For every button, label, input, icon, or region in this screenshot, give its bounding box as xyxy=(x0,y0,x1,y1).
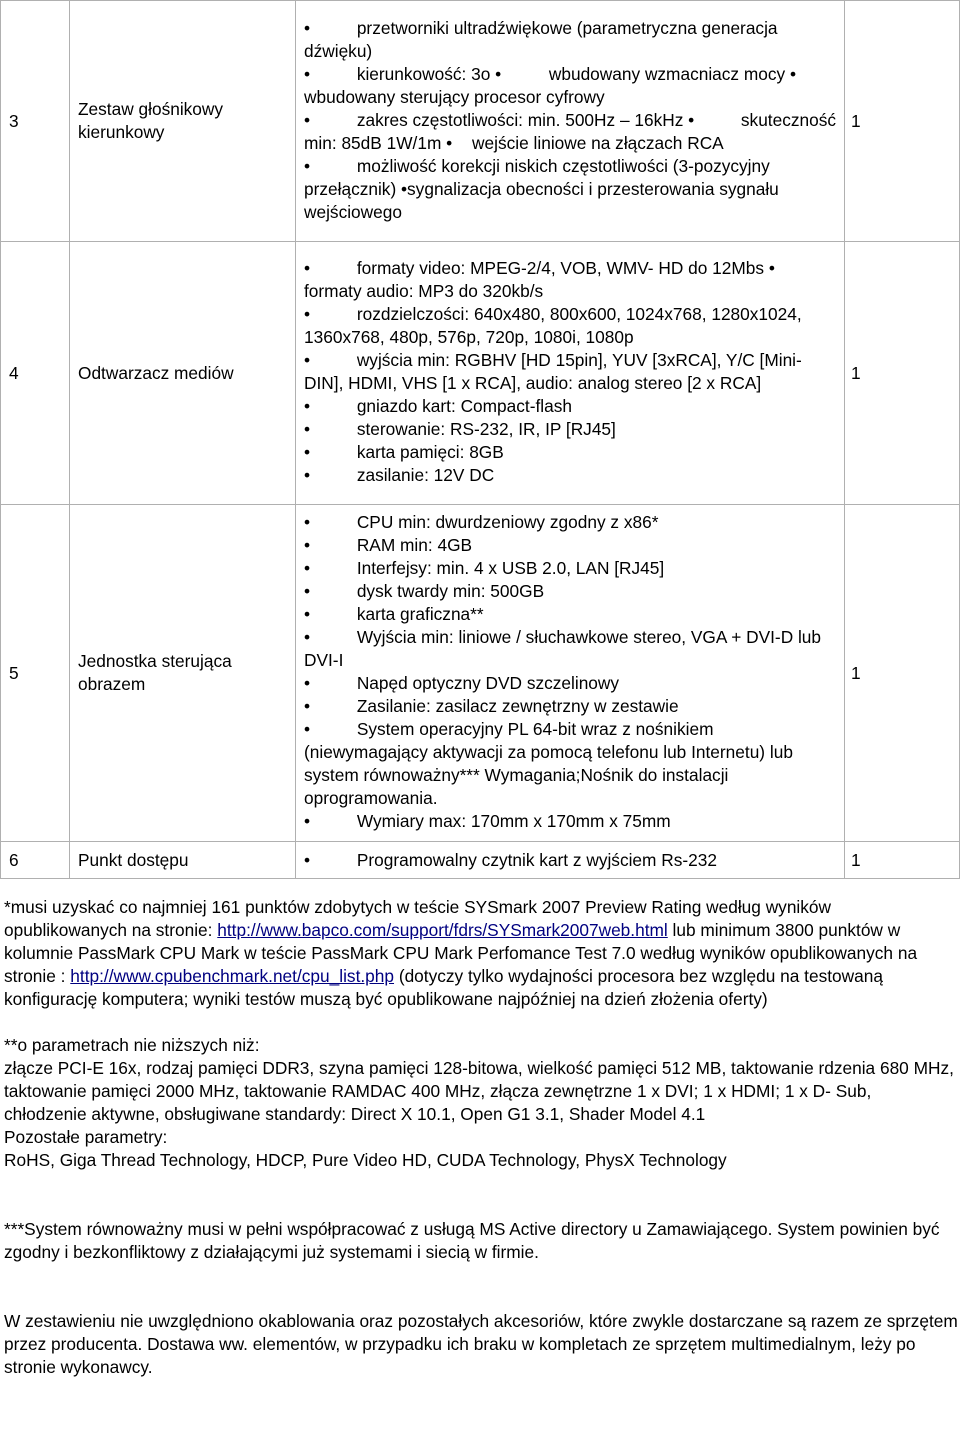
item-name: Odtwarzacz mediów xyxy=(70,242,296,505)
spec-item: • kierunkowość: 3o • wbudowany wzmacniacz mocy • wbudowany sterujący procesor cyfrowy xyxy=(304,63,801,107)
spec-item: • rozdzielczości: 640x480, 800x600, 1024x768, 1280x1024, 1360x768, 480p, 576p, 720p, 1080i, 1080p xyxy=(304,304,807,347)
spec-list xyxy=(296,842,845,879)
cpu-footnote-text: *musi uzyskać co najmniej 161 punktów zdobytych w teście SYSmark 2007 Preview Rating według wyników opublikowanych na stronie: xyxy=(4,897,832,940)
item-name: Zestaw głośnikowy kierunkowy xyxy=(70,1,296,242)
spec-item: • zasilanie: 12V DC xyxy=(304,465,495,485)
spec-item: • możliwość korekcji niskich częstotliwości (3-pozycyjny przełącznik) •sygnalizacja obecności i przesterowania sygnału wejściowego xyxy=(304,155,784,222)
spec-item: • formaty video: MPEG-2/4, VOB, WMV- HD do 12Mbs • formaty audio: MP3 do 320kb/s xyxy=(304,258,818,301)
final-note: W zestawieniu nie uwzględniono okablowania oraz pozostałych akcesoriów, które zwykle dostarczane są razem ze sprzętem przez producenta. Dostawa ww. elementów, w przypadku ich braku w kompletach ze sprzętem multimedialnym, leży po stronie wykonawcy. xyxy=(4,1311,958,1377)
quantity: 1 xyxy=(845,242,960,505)
cpu-footnote-text: (dotyczy tylko wydajności procesora bez względu na testowaną konfigurację komputera; wyniki testów muszą być opublikowane najpóźniej na dzień złożenia oferty) xyxy=(4,966,883,1009)
spec-item: • karta graficzna** xyxy=(304,604,484,624)
gpu-footnote-heading: **o parametrach nie niższych niż: xyxy=(4,1035,260,1055)
quantity: 1 xyxy=(845,1,960,242)
spec-list xyxy=(296,505,845,842)
spec-item: • dysk twardy min: 500GB xyxy=(304,581,545,601)
spec-item: • System operacyjny PL 64-bit wraz z nośnikiem (niewymagający aktywacji za pomocą telefonu lub Internetu) lub system równoważny*** Wymagania;Nośnik do instalacji oprogramowania. xyxy=(304,719,798,808)
row-number: 4 xyxy=(1,242,70,505)
spec-list xyxy=(296,242,845,505)
quantity: 1 xyxy=(845,505,960,842)
bapco-link[interactable]: http://www.bapco.com/support/fdrs/SYSmark2007web.html xyxy=(217,920,668,940)
spec-item: • Wymiary max: 170mm x 170mm x 75mm xyxy=(304,811,671,831)
spacer xyxy=(4,1172,958,1218)
other-params-body: RoHS, Giga Thread Technology, HDCP, Pure Video HD, CUDA Technology, PhysX Technology xyxy=(4,1150,727,1170)
item-name: Jednostka sterująca obrazem xyxy=(70,505,296,842)
row-number: 3 xyxy=(1,1,70,242)
row-number: 5 xyxy=(1,505,70,842)
table-row xyxy=(1,842,960,879)
row-number: 6 xyxy=(1,842,70,879)
cpu-footnote-text: lub minimum 3800 punktów w kolumnie PassMark CPU Mark w teście PassMark CPU Mark Perfomance Test 7.0 według wyników opublikowanych na stronie : xyxy=(4,920,918,986)
spacer xyxy=(4,1011,958,1034)
table-row xyxy=(1,1,960,242)
spec-item: • Wyjścia min: liniowe / słuchawkowe stereo, VGA + DVI-D lub DVI-I xyxy=(304,627,826,670)
spec-item: • zakres częstotliwości: min. 500Hz – 16kHz • skuteczność min: 85dB 1W/1m • wejście liniowe na złączach RCA xyxy=(304,109,841,153)
spec-item: • Napęd optyczny DVD szczelinowy xyxy=(304,673,620,693)
table-body xyxy=(1,1,960,879)
spec-item: • sterowanie: RS-232, IR, IP [RJ45] xyxy=(304,419,616,439)
spec-item: • Zasilanie: zasilacz zewnętrzny w zestawie xyxy=(304,696,679,716)
item-name: Punkt dostępu xyxy=(70,842,296,879)
table-row xyxy=(1,505,960,842)
spec-item: • CPU min: dwurdzeniowy zgodny z x86* xyxy=(304,512,659,532)
spec-item: • karta pamięci: 8GB xyxy=(304,442,504,462)
cpubenchmark-link[interactable]: http://www.cpubenchmark.net/cpu_list.php xyxy=(70,966,395,986)
spec-item: • przetworniki ultradźwiękowe (parametryczna generacja dźwięku) xyxy=(304,17,783,61)
spec-list xyxy=(296,1,845,242)
gpu-footnote-body: złącze PCI-E 16x, rodzaj pamięci DDR3, szyna pamięci 128-bitowa, wielkość pamięci 512 MB, taktowanie rdzenia 680 MHz, taktowanie pamięci 2000 MHz, taktowanie RAMDAC 400 MHz, złącza zewnętrzne 1 x DVI; 1 x HDMI; 1 x D- Sub, chłodzenie aktywne, obsługiwane standardy: Direct X 10.1, Open G1 3.1, Shader Model 4.1 xyxy=(4,1058,954,1124)
footnotes xyxy=(4,896,958,1379)
spec-item: • wyjścia min: RGBHV [HD 15pin], YUV [3xRCA], Y/C [Mini-DIN], HDMI, VHS [1 x RCA], audio: analog stereo [2 x RCA] xyxy=(304,350,802,393)
table-row xyxy=(1,242,960,505)
spec-item: • Programowalny czytnik kart z wyjściem Rs-232 xyxy=(304,849,717,870)
cpu-footnote xyxy=(4,896,958,1011)
spec-item: • RAM min: 4GB xyxy=(304,535,473,555)
other-params-heading: Pozostałe parametry: xyxy=(4,1127,168,1147)
spec-item: • Interfejsy: min. 4 x USB 2.0, LAN [RJ45] xyxy=(304,558,665,578)
spacer xyxy=(4,1264,958,1310)
spec-item: • gniazdo kart: Compact-flash xyxy=(304,396,572,416)
os-footnote: ***System równoważny musi w pełni współpracować z usługą MS Active directory u Zamawiającego. System powinien być zgodny i bezkonfliktowy z działającymi już systemami i siecią w firmie. xyxy=(4,1219,940,1262)
quantity: 1 xyxy=(845,842,960,879)
